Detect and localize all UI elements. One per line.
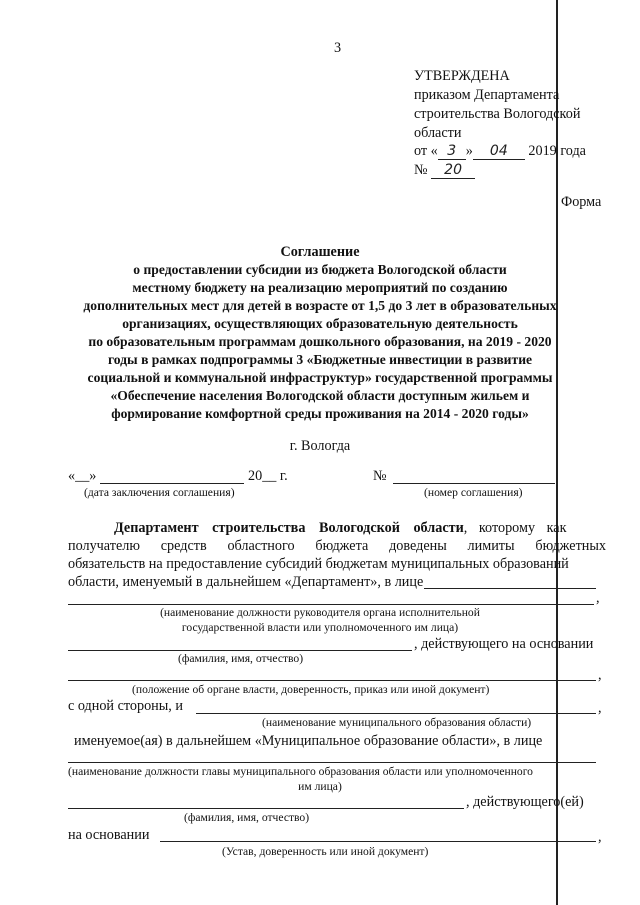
charter-caption: (Устав, доверенность или иной документ) xyxy=(222,845,429,858)
paragraph-line-2: получателю средств областного бюджета доведены лимиты бюджетных xyxy=(68,538,606,554)
acting-2: , действующего(ей) xyxy=(466,794,584,810)
approval-date-mid: » xyxy=(465,143,473,159)
comma: , xyxy=(598,700,602,716)
position-blank xyxy=(68,604,594,605)
approval-date-month: 04 xyxy=(473,143,525,160)
approval-date-day: 3 xyxy=(438,143,466,160)
city: г. Вологда xyxy=(289,438,351,454)
position-caption-1: (наименование должности руководителя органа исполнительной xyxy=(160,606,480,619)
approval-title: УТВЕРЖДЕНА xyxy=(414,68,510,84)
approval-number-value: 20 xyxy=(431,162,475,179)
basis-blank xyxy=(68,680,596,681)
fio-caption: (фамилия, имя, отчество) xyxy=(178,652,304,665)
head-position-blank xyxy=(68,762,596,763)
comma: , xyxy=(598,667,602,683)
paragraph-line-1 xyxy=(114,520,566,537)
title-line: местному бюджету на реализацию мероприятий по созданию xyxy=(132,280,508,295)
head-caption-1: (наименование должности главы муниципального образования области или уполномоченного xyxy=(68,765,533,778)
approval-line-3: строительства Вологодской xyxy=(414,106,581,122)
basis-caption: (положение об органе власти, доверенность, приказ или иной документ) xyxy=(132,683,490,696)
department-name: Департамент строительства Вологодской области xyxy=(114,520,464,536)
on-basis-text: на основании xyxy=(68,827,150,843)
form-label: Форма xyxy=(561,194,602,210)
fio-caption-2: (фамилия, имя, отчество) xyxy=(184,811,310,824)
title-line: организациях, осуществляющих образовательную деятельность xyxy=(122,316,518,331)
title-line: по образовательным программам дошкольного образования, на 2019 - 2020 xyxy=(88,334,552,349)
municipality-caption: (наименование муниципального образования области) xyxy=(262,716,532,729)
approval-date-year: 2019 года xyxy=(528,143,586,159)
agreement-number-sign: № xyxy=(373,468,387,484)
number-caption: (номер соглашения) xyxy=(424,486,523,499)
head-caption-2: им лица) xyxy=(298,780,342,793)
title-line: о предоставлении субсидии из бюджета Вологодской области xyxy=(133,262,507,277)
one-side-text: с одной стороны, и xyxy=(68,698,183,714)
title-line: годы в рамках подпрограммы 3 «Бюджетные инвестиции в развитие xyxy=(107,352,533,367)
named-municipality-text: именуемое(ая) в дальнейшем «Муниципальное образование области», в лице xyxy=(74,733,543,749)
approval-date xyxy=(414,143,586,160)
paragraph-line-1-rest: , которому как xyxy=(463,520,567,536)
agreement-number-blank xyxy=(393,483,555,484)
approval-line-4: области xyxy=(414,125,462,141)
title-line: формирование комфортной среды проживания на 2014 - 2020 годы» xyxy=(111,406,529,421)
acting-on-basis: , действующего на основании xyxy=(414,636,594,652)
title-line: «Обеспечение населения Вологодской области доступным жильем и xyxy=(110,388,530,403)
comma: , xyxy=(596,590,600,606)
agreement-date-day: «__» xyxy=(68,468,97,484)
title-heading: Соглашение xyxy=(280,244,360,260)
fio-blank-2 xyxy=(68,808,464,809)
approval-number xyxy=(414,162,475,179)
comma: , xyxy=(598,829,602,845)
agreement-date-year: 20__ г. xyxy=(248,468,288,484)
agreement-date-blank xyxy=(100,483,244,484)
paragraph-line-4: области, именуемый в дальнейшем «Департамент», в лице xyxy=(68,574,424,590)
position-caption-2: государственной власти или уполномоченного им лица) xyxy=(181,621,459,634)
approval-number-sign: № xyxy=(414,162,428,178)
date-caption: (дата заключения соглашения) xyxy=(84,486,235,499)
fio-blank xyxy=(68,650,412,651)
representative-blank xyxy=(424,588,596,589)
approval-line-2: приказом Департамента xyxy=(414,87,560,103)
title-line: социальной и коммунальной инфраструктур» государственной программы xyxy=(87,370,553,385)
approval-date-prefix: от « xyxy=(414,143,438,159)
title-line: дополнительных мест для детей в возрасте от 1,5 до 3 лет в образовательных xyxy=(83,298,557,313)
page-number: 3 xyxy=(334,40,342,56)
charter-blank xyxy=(160,841,596,842)
paragraph-line-3: обязательств на предоставление субсидий бюджетам муниципальных образований xyxy=(68,556,569,572)
municipality-blank xyxy=(196,713,596,714)
